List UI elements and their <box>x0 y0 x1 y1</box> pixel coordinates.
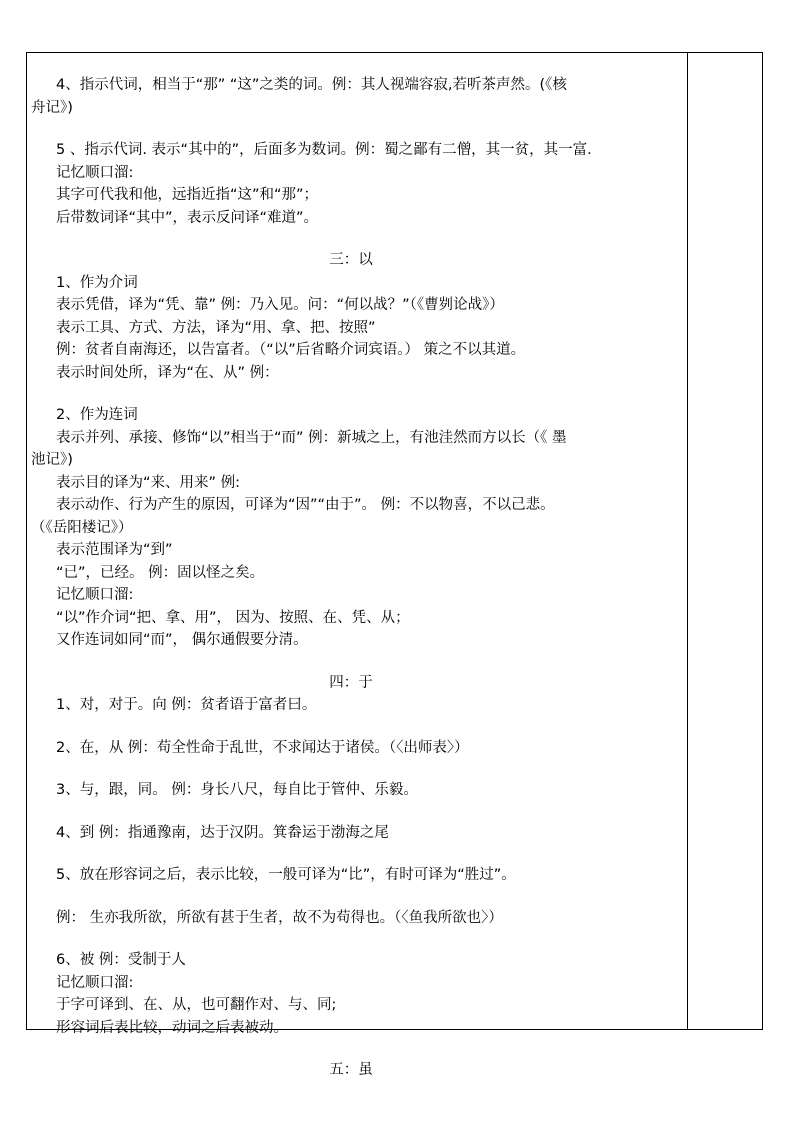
text-line: 例：贫者自南海还，以告富者。（“以”后省略介词宾语。） 策之不以其道。 <box>56 342 526 358</box>
text-line: 记忆顺口溜: <box>56 974 134 991</box>
section-heading: 五：虽 <box>329 1062 373 1078</box>
blank-line <box>26 119 676 139</box>
blank-line <box>26 652 676 672</box>
text-line-continuation: （《岳阳楼记》） <box>31 519 133 536</box>
text-line-continuation: 池记》) <box>31 452 73 468</box>
blank-line <box>26 717 676 737</box>
text-line: 例： 生亦我所欲，所欲有甚于生者，故不为苟得也。（〈鱼我所欲也〉） <box>56 909 503 926</box>
right-column-divider <box>687 52 688 1030</box>
blank-line <box>26 802 676 822</box>
text-line-continuation: 舟记》) <box>31 99 73 116</box>
blank-line <box>26 384 676 404</box>
text-line: 后带数词译“其中”，表示反问译“难道”。 <box>56 209 319 226</box>
text-line: 2、在，从 例：苟全性命于乱世，不求闻达于诸侯。（〈出师表〉） <box>56 739 469 756</box>
text-line: 表示工具、方式、方法，译为“用、拿、把、按照” <box>56 319 376 336</box>
text-line: 表示目的译为“来、用来” 例: <box>56 474 241 491</box>
text-line: “已”，已经。 例：固以怪之矣。 <box>56 564 265 581</box>
text-line: 形容词后表比较，动词之后表被动。 <box>56 1019 288 1036</box>
blank-line <box>26 229 676 249</box>
text-line: 其字可代我和他，远指近指“这”和“那”； <box>56 187 319 203</box>
text-line: 表示时间处所，译为“在、从” 例： <box>56 364 279 381</box>
blank-line <box>26 759 676 779</box>
text-line: 4、指示代词，相当于“那” “这”之类的词。例：其人视端容寂,若听茶声然。(《核 <box>56 77 567 93</box>
text-line: 4、到 例：指通豫南，达于汉阴。箕畚运于渤海之尾 <box>56 824 389 841</box>
text-line: 又作连词如同“而”， 偶尔通假要分清。 <box>56 632 308 648</box>
text-line: 1、作为介词 <box>56 274 138 291</box>
text-line: 2、作为连词 <box>56 407 138 423</box>
text-line: 表示并列、承接、修饰“以”相当于“而” 例：新城之上，有池洼然而方以长（《 墨 <box>56 429 567 446</box>
text-line: “以”作介词“把、拿、用”， 因为、按照、在、凭、从； <box>56 609 410 626</box>
text-line: 记忆顺口溜: <box>56 164 134 181</box>
text-line: 3、与，跟，同。 例：身长八尺，每自比于管仲、乐毅。 <box>56 782 418 798</box>
text-line: 表示动作、行为产生的原因，可译为“因”“由于”。 例：不以物喜，不以己悲。 <box>56 497 555 513</box>
blank-line <box>26 844 676 864</box>
text-line: 表示凭借，译为“凭、靠” 例：乃入见。问：“何以战？”（《曹刿论战》） <box>56 297 504 313</box>
text-line: 1、对，对于。向 例：贫者语于富者曰。 <box>56 697 317 713</box>
blank-line <box>26 929 676 949</box>
section-heading: 四：于 <box>329 674 373 691</box>
section-heading: 三：以 <box>329 252 373 268</box>
blank-line <box>26 1039 676 1059</box>
text-line: 于字可译到、在、从，也可翻作对、与、同; <box>56 997 337 1013</box>
text-line: 6、被 例：受制于人 <box>56 952 186 968</box>
text-line: 5 、指示代词. 表示“其中的”，后面多为数词。例：蜀之鄙有二僧，其一贫，其一富. <box>56 142 592 158</box>
blank-line <box>26 887 676 907</box>
document-body <box>26 74 676 1082</box>
text-line: 表示范围译为“到” <box>56 542 173 558</box>
text-line: 记忆顺口溜: <box>56 587 134 603</box>
text-line: 5、放在形容词之后，表示比较，一般可译为“比”，有时可译为“胜过”。 <box>56 867 516 883</box>
